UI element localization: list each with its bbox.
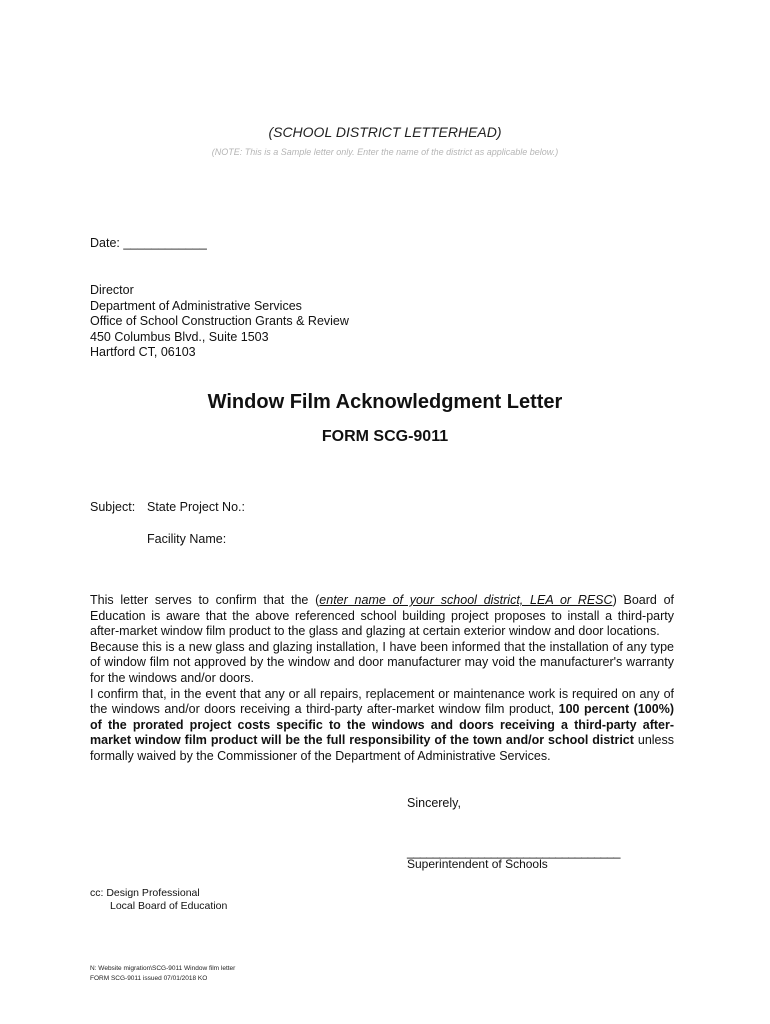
address-line: Director bbox=[90, 283, 134, 297]
cc-line: Local Board of Education bbox=[110, 900, 228, 912]
signer-title: Superintendent of Schools bbox=[407, 857, 548, 871]
cc-list bbox=[90, 887, 227, 913]
body-paragraph-1 bbox=[90, 593, 674, 640]
address-line: Office of School Construction Grants & Review bbox=[90, 314, 349, 329]
subject-label: Subject: bbox=[90, 500, 136, 514]
facility-name-label: Facility Name: bbox=[147, 532, 227, 546]
body-paragraph-3 bbox=[90, 687, 674, 765]
responsibility-statement: 100 percent (100%) of the prorated project costs specific to the windows and doors receiving a third-party after-market window film product will be the full responsibility of the town and/or school district bbox=[90, 702, 674, 748]
body-text-span: I confirm that, in the event that any or all repairs, replacement or maintenance work is required on any of the windows and/or doors receiving a third-party after-market window film product, bbox=[90, 686, 674, 717]
cc-line: cc: Design Professional bbox=[90, 887, 200, 899]
body-text-span: unless formally waived by the Commissioner of the Department of Administrative Services. bbox=[90, 733, 674, 763]
district-name-placeholder: enter name of your school district, LEA or RESC bbox=[319, 593, 613, 607]
footer-form-issued: FORM SCG-9011 issued 07/01/2018 KO bbox=[90, 975, 208, 982]
body-paragraph-2: Because this is a new glass and glazing installation, I have been informed that the installation of any type of window film not approved by the window and door manufacturer may void the manufacturer's warranty for the windows and/or doors. bbox=[90, 639, 674, 685]
document-footer bbox=[90, 964, 235, 984]
body-text-span: This letter serves to confirm that the ( bbox=[90, 593, 320, 607]
letterhead-placeholder: (SCHOOL DISTRICT LETTERHEAD) bbox=[268, 124, 502, 140]
letter-body bbox=[90, 593, 674, 765]
letter-title: Window Film Acknowledgment Letter bbox=[207, 391, 563, 413]
footer-path: N: Website migration\SCG-9011 Window film letter bbox=[90, 965, 236, 972]
address-line: Hartford CT, 06103 bbox=[90, 345, 196, 360]
body-text-span: ) Board of Education is aware that the above referenced school building project proposes to install a third-party after-market window film product to the glass and glazing at certain exterior window and door locations. bbox=[90, 593, 675, 639]
address-line: 450 Columbus Blvd., Suite 1503 bbox=[90, 329, 269, 344]
state-project-label: State Project No.: bbox=[147, 500, 245, 514]
date-line: Date: ____________ bbox=[90, 236, 207, 250]
signature-line: _________________________________ bbox=[407, 845, 620, 859]
address-line: Department of Administrative Services bbox=[90, 298, 302, 313]
form-number: FORM SCG-9011 bbox=[321, 428, 449, 445]
closing-sincerely: Sincerely, bbox=[407, 796, 461, 810]
sample-note: (NOTE: This is a Sample letter only. Enter the name of the district as applicable below.) bbox=[211, 147, 559, 157]
recipient-address bbox=[90, 283, 349, 361]
